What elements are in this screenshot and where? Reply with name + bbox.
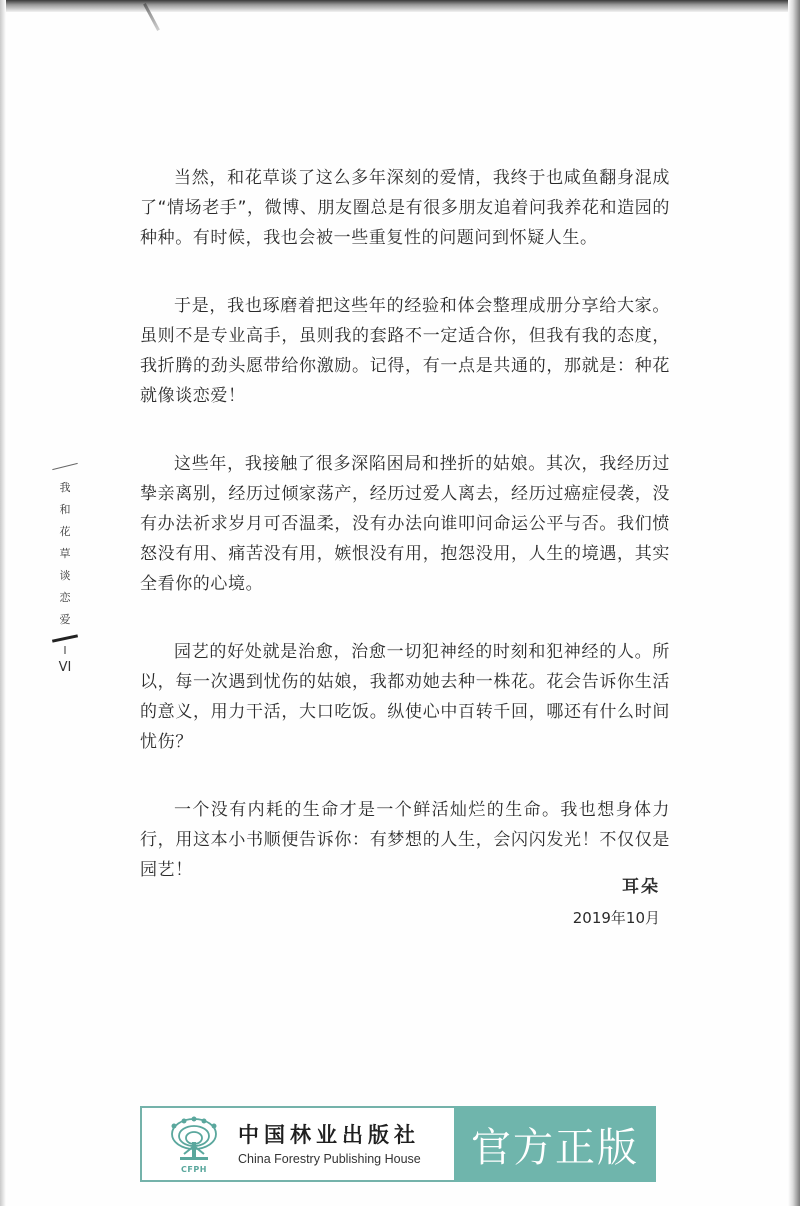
- scan-top-edge: [0, 0, 800, 12]
- paragraph-4: 园艺的好处就是治愈，治愈一切犯神经的时刻和犯神经的人。所以，每一次遇到忧伤的姑娘，我都劝她去种一株花。花会告诉你生活的意义，用力干活，大口吃饭。纵使心中百转千回，哪还有什么时间忧伤？: [140, 642, 670, 752]
- publisher-names: [238, 1122, 421, 1166]
- paragraph-5: 一个没有内耗的生命才是一个鲜活灿烂的生命。我也想身体力行，用这本小书顺便告诉你：有梦想的人生，会闪闪发光！不仅仅是园艺！: [140, 800, 670, 880]
- official-badge: [454, 1106, 656, 1182]
- publisher-info: [140, 1106, 454, 1182]
- running-title-rule-top: [52, 463, 77, 470]
- page-number: VI: [58, 660, 72, 675]
- running-title-rule-bottom: [52, 634, 78, 642]
- page-number-dash: I: [63, 644, 67, 657]
- preface-body: [140, 163, 670, 923]
- tree-logo-icon: [162, 1116, 226, 1172]
- author-name: 耳朵: [622, 877, 660, 897]
- running-title-char: 和: [59, 503, 71, 516]
- signature-block: [573, 872, 660, 928]
- running-title-text: [52, 477, 78, 631]
- running-title-char: 花: [59, 525, 71, 538]
- running-title: [52, 466, 78, 675]
- logo-wordmark: CFPH: [181, 1165, 207, 1174]
- publisher-name-en: China Forestry Publishing House: [238, 1152, 421, 1166]
- publisher-name-cn: 中国林业出版社: [238, 1122, 420, 1147]
- running-title-char: 谈: [59, 569, 71, 582]
- scan-left-edge: [0, 0, 6, 1206]
- running-title-char: 恋: [59, 591, 71, 604]
- paragraph-2: 于是，我也琢磨着把这些年的经验和体会整理成册分享给大家。虽则不是专业高手，虽则我的套路不一定适合你，但我有我的态度，我折腾的劲头愿带给你激励。记得，有一点是共通的，那就是：种花就像谈恋爱！: [140, 296, 670, 406]
- tree-logo-svg: [162, 1116, 226, 1164]
- paragraph-3: 这些年，我接触了很多深陷困局和挫折的姑娘。其次，我经历过挚亲离别，经历过倾家荡产，经历过爱人离去，经历过癌症侵袭，没有办法祈求岁月可否温柔，没有办法向谁叩问命运公平与否。我们愤怒没有用、痛苦没有用，嫉恨没有用，抱怨没用，人生的境遇，其实全看你的心境。: [140, 454, 670, 594]
- official-label: 官方正版: [471, 1124, 639, 1171]
- scan-right-edge: [788, 0, 800, 1206]
- running-title-char: 我: [59, 481, 71, 494]
- running-title-char: 爱: [59, 613, 71, 626]
- publisher-banner: [140, 1106, 656, 1182]
- paragraph-1: 当然，和花草谈了这么多年深刻的爱情，我终于也咸鱼翻身混成了“情场老手”，微博、朋友圈总是有很多朋友追着问我养花和造园的种种。有时候，我也会被一些重复性的问题问到怀疑人生。: [140, 168, 670, 248]
- running-title-char: 草: [59, 547, 71, 560]
- signature-date: 2019年10月: [572, 909, 660, 927]
